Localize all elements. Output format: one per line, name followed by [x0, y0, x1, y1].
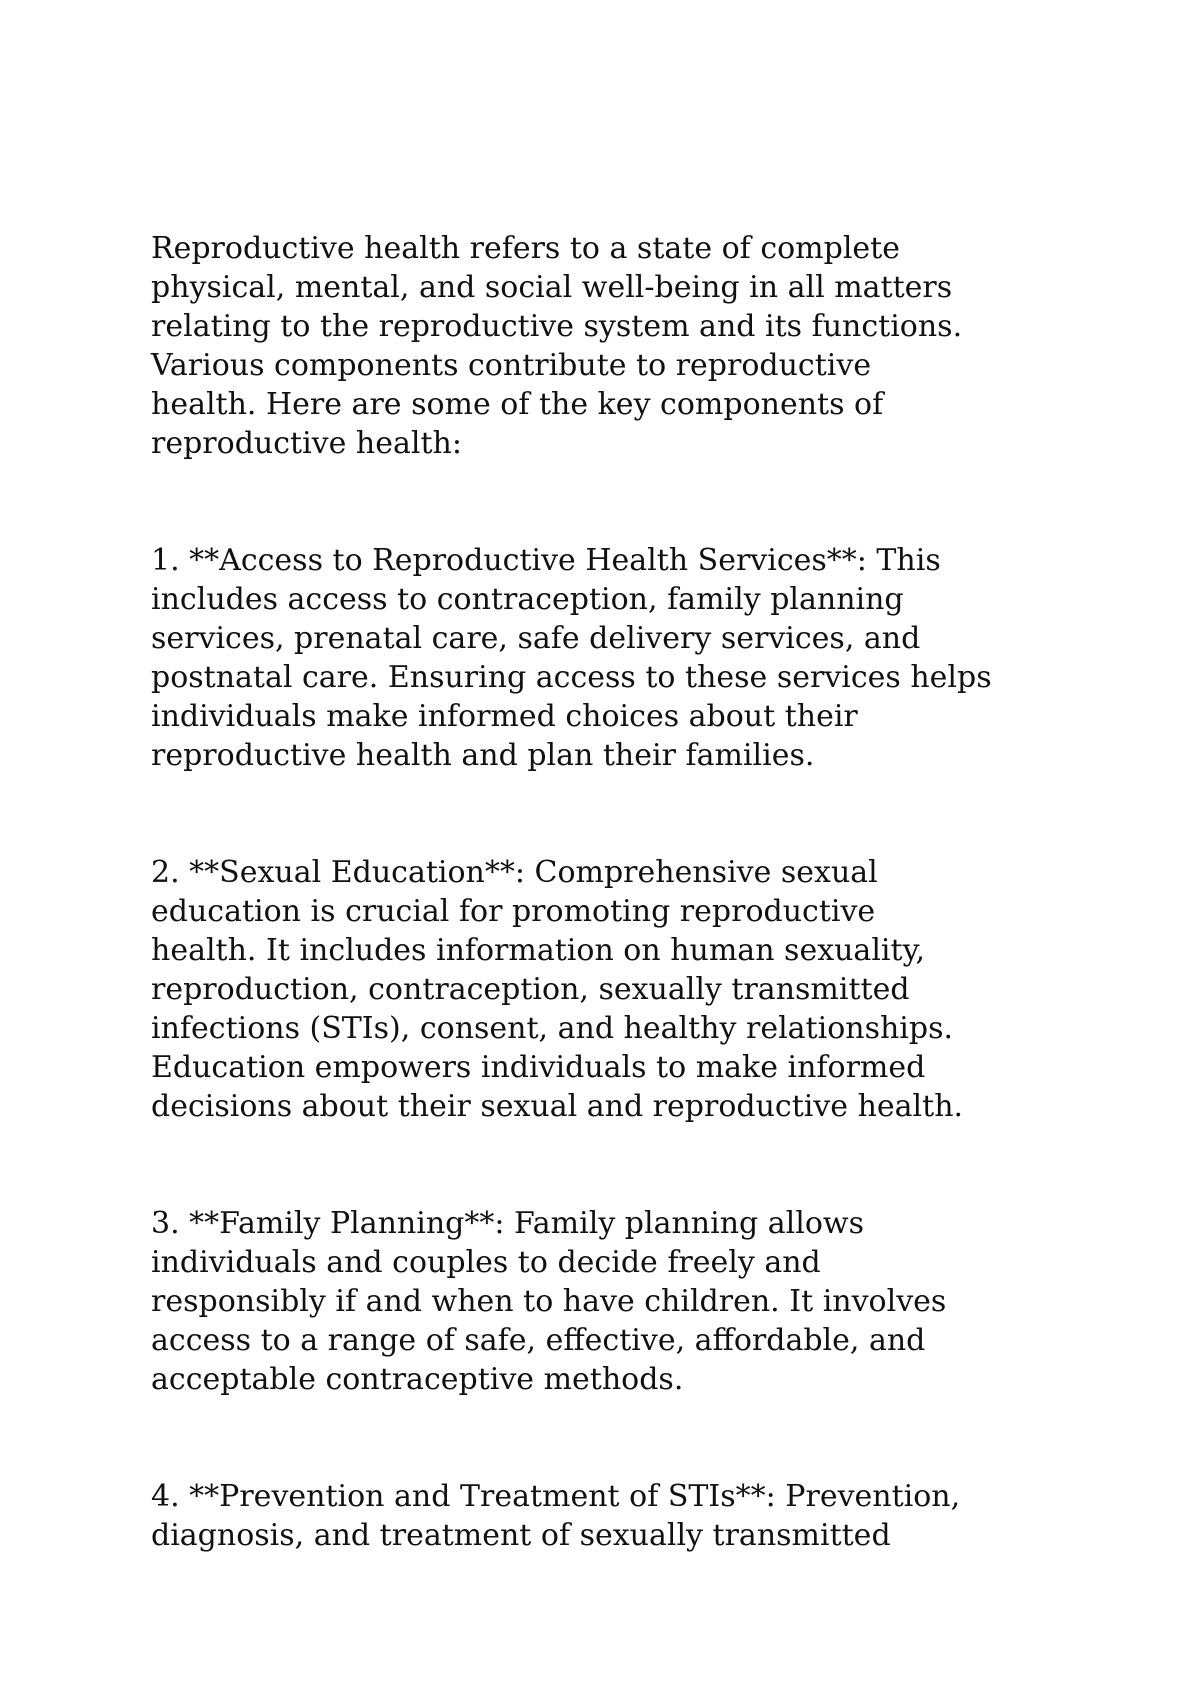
document-body — [151, 229, 1051, 1555]
list-item-access-services: 1. **Access to Reproductive Health Services**: This includes access to contraception, family planning services, prenatal care, safe delivery services, and postnatal care. Ensuring access to these services helps individuals make informed choices about their reproductive health and plan their families. — [151, 543, 992, 773]
list-item-family-planning: 3. **Family Planning**: Family planning allows individuals and couples to decide freely and responsibly if and when to have children. It involves access to a range of safe, effective, affordable, and acceptable contraceptive methods. — [151, 1206, 947, 1397]
list-item-sexual-education: 2. **Sexual Education**: Comprehensive sexual education is crucial for promoting reproductive health. It includes information on human sexuality, reproduction, contraception, sexually transmitted infections (STIs), consent, and healthy relationships. Education empowers individuals to make informed decisions about their sexual and reproductive health. — [151, 855, 964, 1124]
list-item-sti-prevention: 4. **Prevention and Treatment of STIs**: Prevention, diagnosis, and treatment of sexually transmitted — [151, 1479, 961, 1553]
intro-paragraph: Reproductive health refers to a state of complete physical, mental, and social well-being in all matters relating to the reproductive system and its functions. Various components contribute to reproductive health. Here are some of the key components of reproductive health: — [151, 231, 963, 461]
